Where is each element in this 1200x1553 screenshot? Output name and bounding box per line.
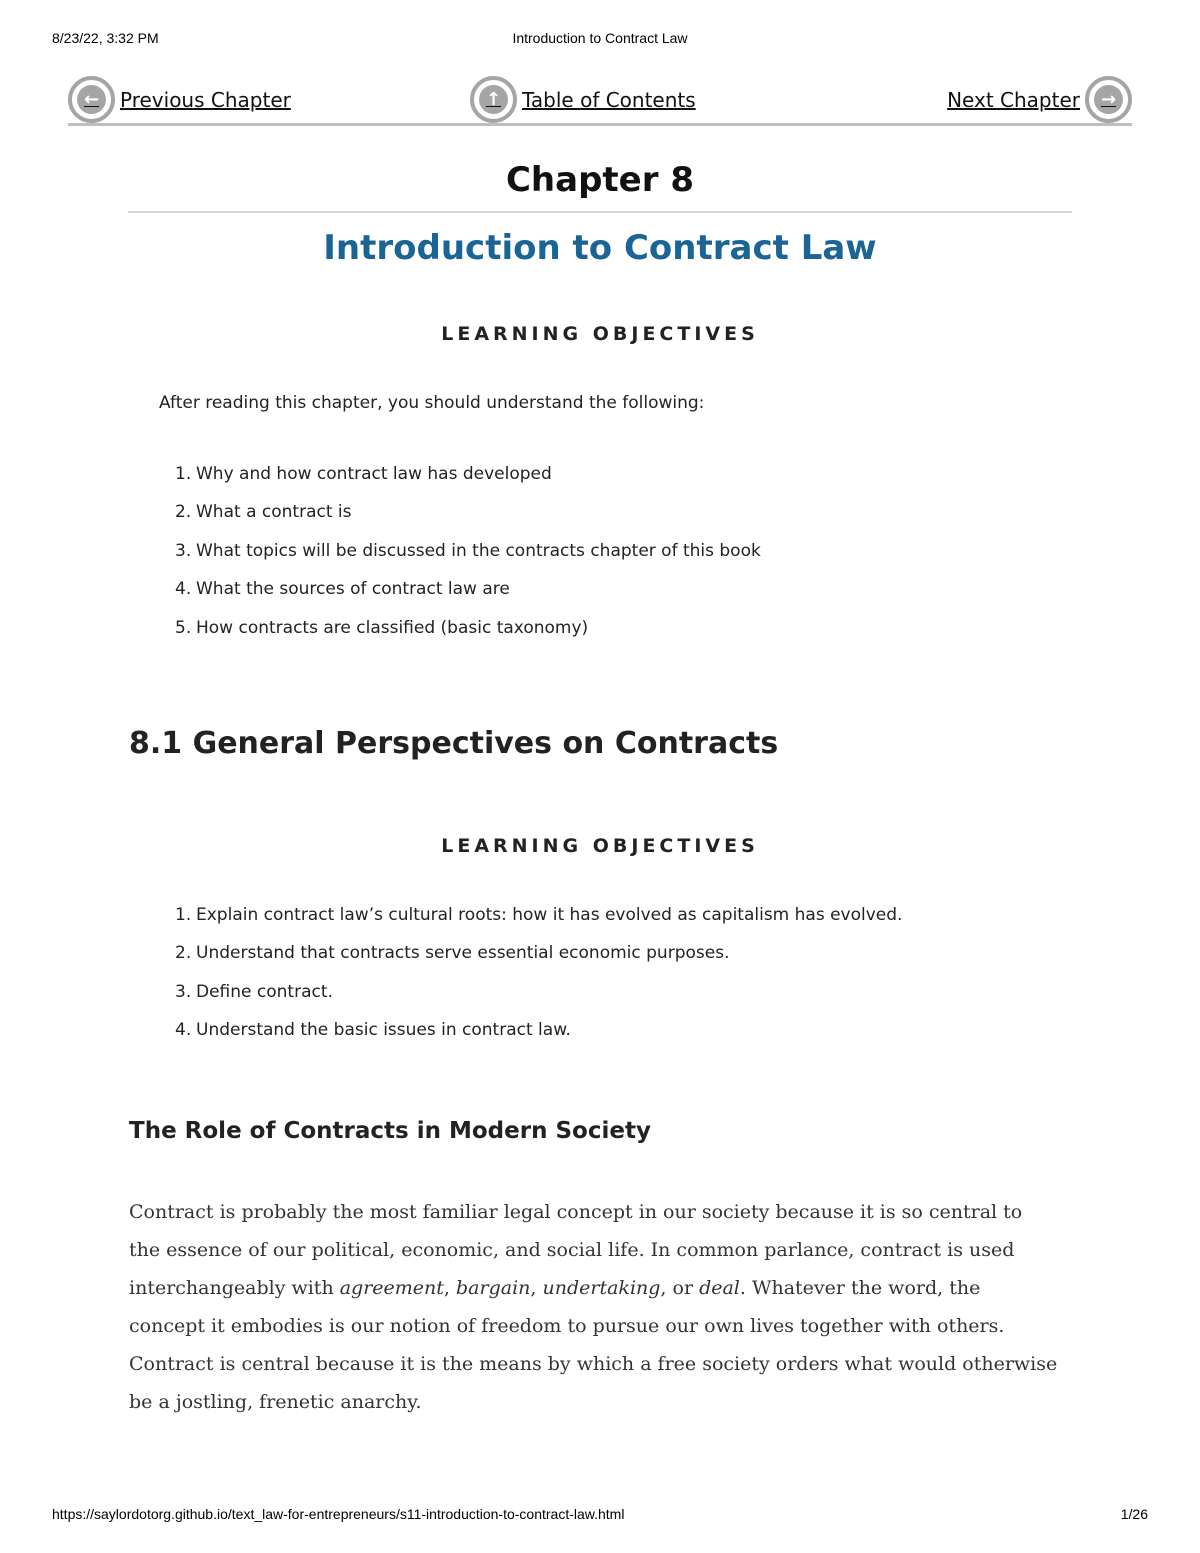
print-url: https://saylordotorg.github.io/text_law-for-entrepreneurs/s11-introduction-to-contract-law.html [52,1506,625,1522]
print-doc-title: Introduction to Contract Law [512,30,688,46]
print-header [52,30,1148,50]
list-item [175,616,1096,654]
emphasis-term: bargain [456,1277,531,1299]
section-title: 8.1 General Perspectives on Contracts [129,726,779,761]
chapter-number: Chapter 8 [505,160,694,200]
table-of-contents-label: Table of Contents [522,87,696,112]
list-item-text: Define contract. [196,981,333,1002]
previous-chapter-link[interactable] [68,76,296,123]
separator-text: , [530,1277,543,1299]
table-of-contents-link[interactable] [470,76,701,123]
list-item [175,539,1096,577]
list-item [175,941,1096,979]
list-item-text: What topics will be discussed in the contracts chapter of this book [196,540,761,561]
chapter-learning-objectives-heading: LEARNING OBJECTIVES [441,323,759,345]
list-item-number: 1. [175,905,192,925]
list-item-number: 2. [175,502,192,523]
list-item [175,903,1096,941]
objectives-intro: After reading this chapter, you should understand the following: [159,393,705,413]
chapter-navigation [68,74,1132,126]
paragraph-text: . Whatever the word, the concept it embodies is our notion of freedom to pursue our own lives together with others. Contract is central because it is the means by which a free society orders what would otherwise be a jostling, frenetic anarchy. [129,1277,1058,1413]
list-item-number: 1. [175,464,192,484]
list-item-text: What a contract is [196,502,352,523]
list-item-number: 5. [175,617,192,638]
list-item-number: 2. [175,943,192,964]
list-item [175,1018,1096,1056]
separator-text: , or [660,1277,700,1299]
list-item [175,980,1096,1018]
list-item-text: Why and how contract law has developed [196,464,552,484]
list-item-text: Understand the basic issues in contract law. [196,1020,571,1041]
page-number: 1/26 [1120,1506,1148,1522]
next-chapter-label: Next Chapter [947,87,1080,112]
section-learning-objectives-heading: LEARNING OBJECTIVES [441,835,759,857]
list-item-text: Explain contract law’s cultural roots: how it has evolved as capitalism has evolved. [196,905,903,925]
subsection-title: The Role of Contracts in Modern Society [129,1118,651,1144]
section-objectives-list [175,903,1096,1057]
chapter-objectives-list [175,462,1096,654]
print-footer [52,1506,1148,1526]
list-item-text: Understand that contracts serve essential economic purposes. [196,943,730,964]
next-chapter-link[interactable] [942,76,1132,123]
list-item-text: What the sources of contract law are [196,579,510,600]
list-item [175,462,1096,500]
list-item [175,577,1096,615]
list-item-number: 4. [175,1020,192,1041]
body-paragraph [129,1193,1059,1421]
separator-text: , [443,1277,457,1299]
chapter-title: Introduction to Contract Law [323,228,877,268]
arrow-up-circle-icon: ↑ [470,76,517,123]
previous-chapter-label: Previous Chapter [120,87,291,112]
emphasis-term: deal [699,1277,740,1299]
list-item-number: 3. [175,540,192,561]
arrow-left-circle-icon: ← [68,76,115,123]
list-item-number: 3. [175,981,192,1002]
arrow-right-circle-icon: → [1085,76,1132,123]
divider [128,211,1072,213]
list-item [175,500,1096,538]
list-item-text: How contracts are classified (basic taxonomy) [196,617,589,638]
emphasis-term: undertaking [542,1277,661,1299]
paragraph-text: Contract is probably the most familiar legal concept in our society because it is so central to the essence of our political, economic, and social life. In common parlance, contract is used interchangeably with [129,1201,1023,1299]
list-item-number: 4. [175,579,192,600]
emphasis-term: agreement [339,1277,444,1299]
print-datetime: 8/23/22, 3:32 PM [52,30,159,46]
